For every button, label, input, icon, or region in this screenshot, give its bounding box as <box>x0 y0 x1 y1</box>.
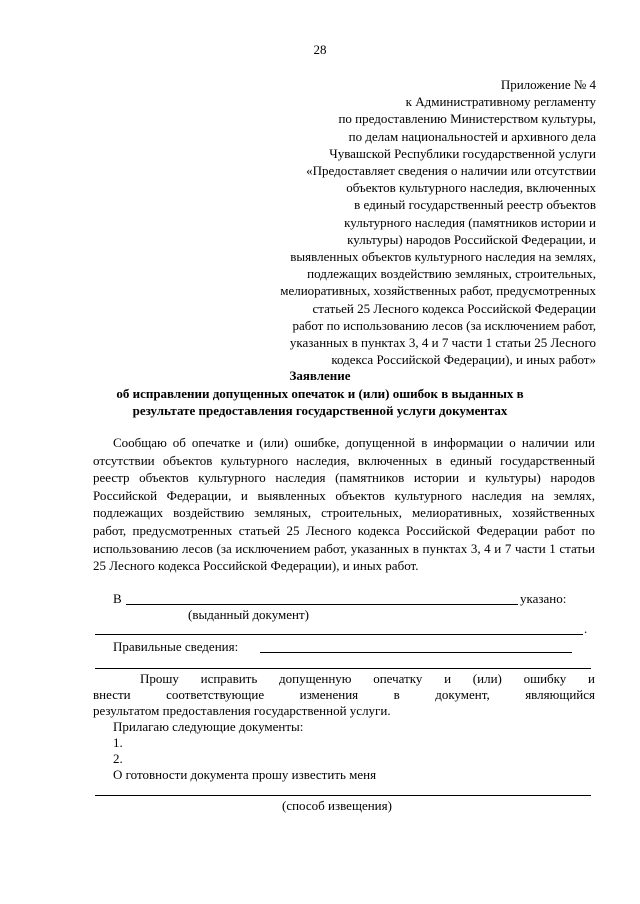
appendix-line: объектов культурного наследия, включенных <box>346 180 596 196</box>
appendix-line: Приложение № 4 <box>500 77 596 92</box>
indicated-label: указано: <box>520 591 567 606</box>
appendix-line: «Предоставляет сведения о наличии или отсутствии <box>306 163 596 179</box>
attachment-item-2: 2. <box>113 751 123 766</box>
correct-info-field[interactable] <box>260 652 572 653</box>
page-number: 28 <box>313 42 327 57</box>
request-line: Прошу исправить допущенную опечатку и (или) ошибку и <box>140 671 595 686</box>
appendix-header <box>216 76 596 368</box>
appendix-line: культурного наследия (памятников истории и <box>344 214 596 230</box>
appendix-line: кодекса Российской Федерации), и иных работ» <box>331 352 596 368</box>
subtitle-line: об исправлении допущенных опечаток и (или) ошибок в выданных в <box>116 385 524 401</box>
appendix-line: указанных в пунктах 3, 4 и 7 части 1 статьи 25 Лесного <box>289 335 596 351</box>
appendix-line: по предоставлению Министерством культуры, <box>338 111 596 127</box>
issued-document-details-field[interactable] <box>95 634 583 635</box>
issued-document-field[interactable] <box>126 604 518 605</box>
line-end-dot: . <box>584 621 588 636</box>
correct-info-continuation-field[interactable] <box>95 668 591 669</box>
statement-text: Сообщаю об опечатке и (или) ошибке, допущенной в информации о наличии или отсутствии объектов культурного наследия, включенных в единый государственный реестр объектов культурного наследия (памятников истории и культуры) народов Российской Федерации, и выявленных объектов культурного наследия на землях, подлежащих воздействию земляных, строительных, мелиоративных, хозяйственных работ, предусмотренных статьей 25 Лесного кодекса Российской Федерации работ по использованию лесов (за исключением работ, указанных в пунктах 3, 4 и 7 части 1 статьи 25 Лесного кодекса Российской Федерации), и иных работ. <box>93 435 595 574</box>
attachments-label: Прилагаю следующие документы: <box>113 719 304 734</box>
appendix-line: в единый государственный реестр объектов <box>354 197 596 213</box>
appendix-line: по делам национальностей и архивного дела <box>348 128 596 144</box>
notification-method-field[interactable] <box>95 795 591 796</box>
appendix-line: работ по использованию лесов (за исключением работ, <box>292 317 596 333</box>
document-title <box>60 367 580 420</box>
notification-method-caption: (способ извещения) <box>282 798 392 813</box>
appendix-line: выявленных объектов культурного наследия на землях, <box>290 249 596 265</box>
appendix-line: мелиоративных, хозяйственных работ, предусмотренных <box>280 283 596 299</box>
attachment-item-1: 1. <box>113 735 123 750</box>
appendix-line: к Административному регламенту <box>405 94 596 110</box>
appendix-line: подлежащих воздействию земляных, строительных, <box>307 266 596 282</box>
request-line: внести соответствующие изменения в документ, являющийся <box>93 687 595 702</box>
request-line: результатом предоставления государственной услуги. <box>93 703 391 718</box>
appendix-line: статьей 25 Лесного кодекса Российской Федерации <box>312 300 596 316</box>
notify-label: О готовности документа прошу известить меня <box>113 767 377 782</box>
title-line: Заявление <box>289 368 351 383</box>
in-label: В <box>113 591 122 606</box>
issued-document-caption: (выданный документ) <box>188 607 309 622</box>
correct-info-label: Правильные сведения: <box>113 639 239 654</box>
appendix-line: Чувашской Республики государственной услуги <box>329 145 596 161</box>
appendix-line: культуры) народов Российской Федерации, и <box>347 231 596 247</box>
subtitle-line: результате предоставления государственной услуги документах <box>132 403 508 418</box>
statement-paragraph <box>93 434 595 575</box>
